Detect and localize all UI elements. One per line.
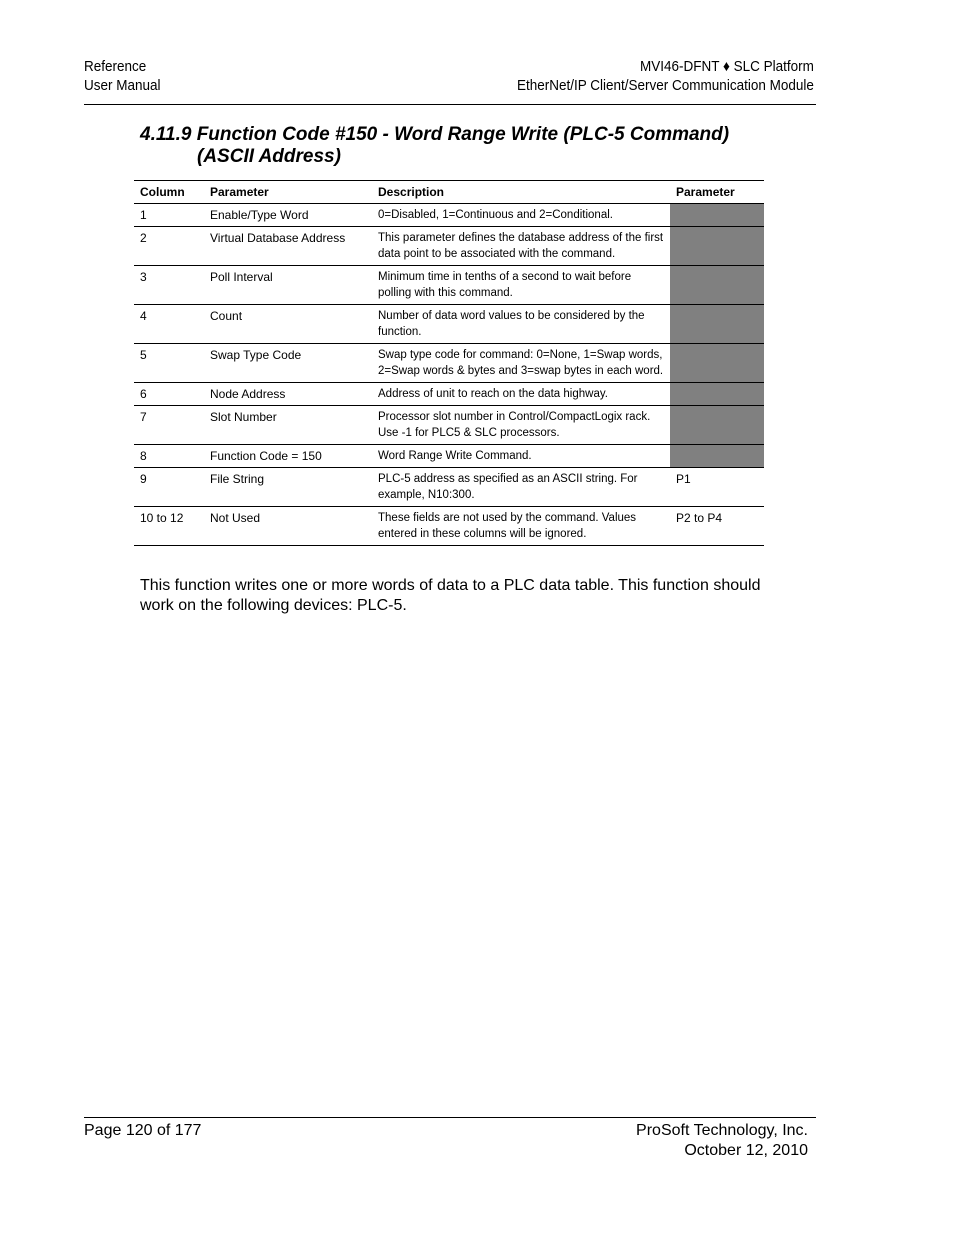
cell-description: 0=Disabled, 1=Continuous and 2=Conditional. [372,204,670,227]
cell-column: 4 [134,305,204,344]
section-title [140,124,729,168]
cell-column: 3 [134,266,204,305]
cell-param-shaded [670,305,764,344]
cell-param-shaded [670,445,764,468]
header-reference: Reference [84,58,147,75]
header-parameter: Parameter [204,181,372,204]
cell-description: PLC-5 address as specified as an ASCII string. For example, N10:300. [372,468,670,507]
footer-divider [84,1117,816,1118]
table-header-row [134,181,764,204]
cell-description: Minimum time in tenths of a second to wait before polling with this command. [372,266,670,305]
cell-description: Word Range Write Command. [372,445,670,468]
section-title-line2: (ASCII Address) [197,146,341,167]
cell-parameter: Not Used [204,507,372,546]
cell-parameter: Virtual Database Address [204,227,372,266]
cell-parameter: Swap Type Code [204,344,372,383]
cell-param-shaded [670,344,764,383]
header-divider [84,104,816,105]
footer-company: ProSoft Technology, Inc. [636,1122,808,1139]
table-row [134,204,764,227]
cell-column: 5 [134,344,204,383]
header-parameter-value: Parameter [670,181,764,204]
cell-parameter: Function Code = 150 [204,445,372,468]
header-product: MVI46-DFNT ♦ SLC Platform [640,58,814,75]
cell-param-value: P1 [670,468,764,507]
cell-column: 2 [134,227,204,266]
cell-description: Processor slot number in Control/CompactLogix rack. Use -1 for PLC5 & SLC processors. [372,406,670,445]
footer-page-number: Page 120 of 177 [84,1122,202,1139]
header-column: Column [134,181,204,204]
table-row [134,383,764,406]
cell-column: 8 [134,445,204,468]
table-row [134,227,764,266]
footer-date: October 12, 2010 [684,1142,808,1159]
header-left [84,57,161,95]
cell-parameter: Node Address [204,383,372,406]
cell-column: 9 [134,468,204,507]
table-row [134,344,764,383]
cell-parameter: Slot Number [204,406,372,445]
section-number: 4.11.9 [140,124,192,145]
cell-column: 1 [134,204,204,227]
table-row [134,305,764,344]
cell-param-shaded [670,204,764,227]
cell-description: Number of data word values to be considered by the function. [372,305,670,344]
cell-description: This parameter defines the database address of the first data point to be associated with the command. [372,227,670,266]
cell-parameter: Count [204,305,372,344]
header-right [517,57,814,95]
header-description: Description [372,181,670,204]
table-row [134,468,764,507]
cell-parameter: Poll Interval [204,266,372,305]
cell-parameter: Enable/Type Word [204,204,372,227]
section-title-line1: Function Code #150 - Word Range Write (PLC-5 Command) [196,124,730,145]
parameter-table [134,180,764,546]
cell-param-shaded [670,227,764,266]
table-row [134,445,764,468]
cell-column: 6 [134,383,204,406]
cell-param-value: P2 to P4 [670,507,764,546]
cell-param-shaded [670,383,764,406]
table-row [134,406,764,445]
header-user-manual: User Manual [84,77,161,94]
body-paragraph: This function writes one or more words of data to a PLC data table. This function should work on the following devices: PLC-5. [140,577,761,614]
cell-description: Swap type code for command: 0=None, 1=Swap words, 2=Swap words & bytes and 3=swap bytes in each word. [372,344,670,383]
header-module: EtherNet/IP Client/Server Communication Module [517,77,814,94]
table-row [134,507,764,546]
cell-param-shaded [670,406,764,445]
cell-column: 10 to 12 [134,507,204,546]
cell-param-shaded [670,266,764,305]
cell-parameter: File String [204,468,372,507]
footer-right [636,1121,808,1161]
cell-column: 7 [134,406,204,445]
cell-description: These fields are not used by the command. Values entered in these columns will be ignored. [372,507,670,546]
table-row [134,266,764,305]
cell-description: Address of unit to reach on the data highway. [372,383,670,406]
